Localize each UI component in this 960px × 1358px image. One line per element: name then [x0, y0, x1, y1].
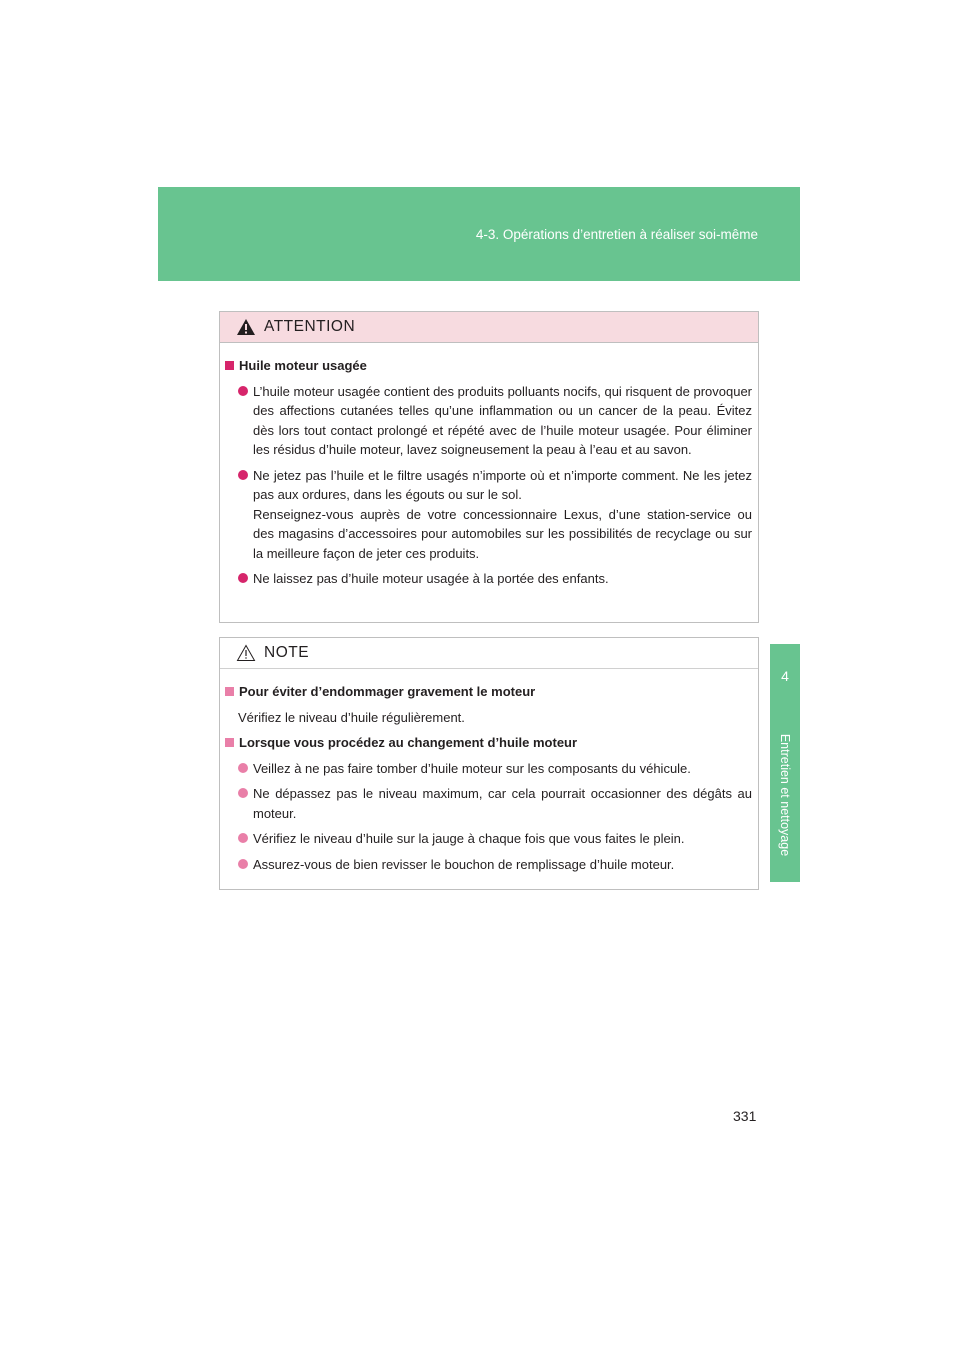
attention-header [220, 312, 758, 343]
note-section-text: Vérifiez le niveau d’huile régulièrement. [238, 709, 465, 725]
chapter-header-band [158, 187, 800, 281]
list-item: Ne jetez pas l’huile et le filtre usagés n’importe où et n’importe comment. Ne les jetez pas aux ordures, dans les égouts ou sur le sol. Renseignez-vous auprès de votre concessionnaire Lexus, d’une station-service ou des magasins d’accessoires pour automobiles sur les possibilités de recyclage ou sur la meilleure façon de jeter ces produits. [224, 466, 752, 564]
list-item: Assurez-vous de bien revisser le bouchon de remplissage d’huile moteur. [224, 855, 752, 875]
attention-section-title: Huile moteur usagée [224, 356, 752, 376]
circle-bullet-icon [238, 833, 248, 843]
circle-bullet-icon [238, 470, 248, 480]
circle-bullet-icon [238, 386, 248, 396]
list-item: L’huile moteur usagée contient des produits polluants nocifs, qui risquent de provoquer des affections cutanées telles qu’une inflammation ou un cancer de la peau. Évitez dès lors tout contact prolongé et répété avec de l’huile moteur usagée. Pour éliminer les résidus d’huile moteur, lavez soigneusement la peau à l’eau et au savon. [224, 382, 752, 460]
side-tab-label-text: Entretien et nettoyage [778, 733, 792, 857]
note-section-title: Lorsque vous procédez au changement d’huile moteur [224, 733, 752, 753]
note-header [220, 638, 758, 669]
note-title: NOTE [264, 644, 310, 661]
side-tab-number: 4 [770, 644, 800, 708]
page-number: 331 [733, 1108, 757, 1124]
circle-bullet-icon [238, 573, 248, 583]
square-bullet-icon [225, 361, 234, 370]
circle-bullet-icon [238, 763, 248, 773]
caution-outline-icon [236, 644, 256, 662]
attention-box [219, 311, 759, 623]
square-bullet-icon [225, 738, 234, 747]
list-item: Veillez à ne pas faire tomber d’huile moteur sur les composants du véhicule. [224, 759, 752, 779]
note-section-title: Pour éviter d’endommager gravement le moteur [224, 682, 752, 702]
circle-bullet-icon [238, 788, 248, 798]
circle-bullet-icon [238, 859, 248, 869]
list-item: Ne dépassez pas le niveau maximum, car cela pourrait occasionner des dégâts au moteur. [224, 784, 752, 823]
attention-title: ATTENTION [264, 318, 356, 335]
chapter-title: 4-3. Opérations d’entretien à réaliser soi-même [475, 227, 758, 242]
warning-icon [236, 318, 256, 336]
side-tab-label [770, 708, 800, 882]
note-box [219, 637, 759, 890]
list-item: Vérifiez le niveau d’huile sur la jauge à chaque fois que vous faites le plein. [224, 829, 752, 849]
list-item: Ne laissez pas d’huile moteur usagée à la portée des enfants. [224, 569, 752, 589]
square-bullet-icon [225, 687, 234, 696]
